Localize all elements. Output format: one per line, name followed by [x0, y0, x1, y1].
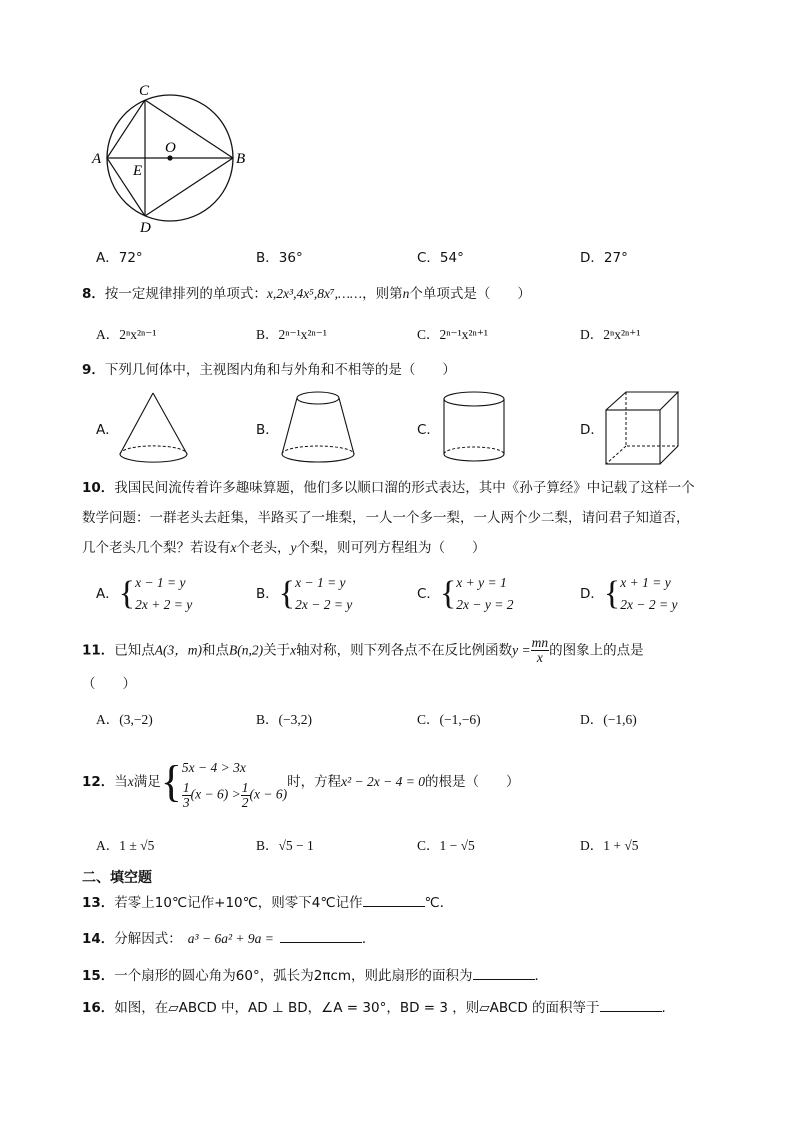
option-text: D．1 + √5	[580, 838, 639, 853]
question-text: 我国民间流传着许多趣味算题，他们多以顺口溜的形式表达，其中《孙子算经》中记载了这样一个	[114, 480, 695, 496]
question-number: 15．	[82, 968, 115, 984]
equation-2: 2x − 2 = y	[295, 597, 353, 612]
segment-bd	[145, 158, 233, 216]
segment-ac	[107, 100, 145, 158]
question-10-line-1	[82, 478, 695, 498]
circle-figure	[88, 78, 268, 238]
label-o: O	[165, 140, 176, 156]
numerator: 1	[241, 779, 249, 795]
option-text: B．	[256, 422, 279, 438]
question-number: 16．	[82, 1000, 115, 1016]
q12-option-d[interactable]	[580, 836, 639, 856]
q11-option-c[interactable]	[417, 710, 481, 730]
cone-icon	[114, 388, 194, 470]
question-text: 几个老头几个梨？若设有	[82, 540, 231, 556]
segment-cb	[145, 100, 233, 158]
inequality-1: 5x − 4 > 3x	[181, 759, 246, 775]
denominator: 2	[241, 794, 249, 810]
question-number: 10．	[82, 480, 115, 496]
equation-1: x − 1 = y	[135, 575, 186, 590]
question-text: 的根是（ ）	[424, 774, 520, 790]
function-y: y =	[512, 642, 531, 658]
option-text: D．	[580, 422, 604, 438]
q10-option-a[interactable]	[96, 572, 192, 616]
question-text: 当	[114, 774, 128, 790]
inequality-end: (x − 6)	[249, 786, 288, 802]
question-text: 时，方程	[287, 774, 342, 790]
inequality-system	[182, 755, 287, 810]
option-text: C．54°	[417, 250, 464, 266]
option-text: D．27°	[580, 250, 628, 266]
question-text: ℃．	[424, 895, 454, 911]
question-number: 12．	[82, 774, 115, 790]
point-a: A(3，m)	[154, 642, 203, 658]
q12-option-c[interactable]	[417, 836, 475, 856]
q7-option-b[interactable]	[256, 248, 303, 268]
question-text: 和点	[202, 642, 230, 659]
question-14	[82, 929, 375, 949]
question-12	[82, 754, 519, 810]
question-text: 个单项式是（ ）	[409, 286, 531, 302]
option-text: A．72°	[96, 250, 143, 266]
question-10-line-3	[82, 538, 486, 558]
question-13	[82, 893, 453, 913]
question-text: 关于	[263, 642, 291, 659]
label-d: D	[140, 220, 151, 236]
inequality-2	[182, 781, 287, 810]
option-text: B．√5 − 1	[256, 838, 314, 853]
option-text: A．	[96, 422, 119, 438]
question-10-line-2	[82, 508, 690, 528]
point-b: B(n,2)	[229, 642, 264, 658]
question-text: 的图象上的点是	[549, 642, 644, 659]
question-text: ．	[361, 931, 376, 947]
q12-option-a[interactable]	[96, 836, 154, 856]
cube-icon	[602, 388, 684, 470]
q10-option-c[interactable]	[417, 572, 513, 616]
answer-blank[interactable]	[280, 930, 362, 943]
q11-option-a[interactable]	[96, 710, 153, 730]
option-label: C．	[417, 586, 440, 602]
equation-2: 2x + 2 = y	[135, 597, 193, 612]
option-text: C．	[417, 422, 440, 438]
math-expression: a³ − 6a² + 9a =	[187, 931, 274, 946]
center-point	[167, 155, 172, 160]
option-label: A．	[96, 586, 119, 602]
brace-icon: {	[603, 575, 621, 612]
equation-2: 2x − y = 2	[456, 597, 514, 612]
math-variable: x	[230, 540, 237, 555]
option-text: C．1 − √5	[417, 838, 475, 853]
label-a: A	[92, 151, 102, 167]
option-text: B．36°	[256, 250, 303, 266]
math-variable: n	[402, 286, 410, 301]
equation-1: x + y = 1	[456, 575, 507, 590]
frustum-icon	[278, 388, 358, 470]
answer-blank[interactable]	[600, 999, 662, 1012]
option-text: A．2ⁿx²ⁿ⁻¹	[96, 327, 157, 342]
question-text: 下列几何体中，主视图内角和与外角和不相等的是（ ）	[104, 362, 456, 378]
label-b: B	[236, 151, 246, 167]
option-label: D．	[580, 586, 604, 602]
cylinder-icon	[440, 388, 510, 470]
question-text: 一个扇形的圆心角为60°，弧长为2πcm，则此扇形的面积为	[114, 968, 473, 984]
question-16	[82, 998, 675, 1018]
label-e: E	[133, 163, 143, 179]
option-text: A．(3,−2)	[96, 712, 153, 727]
equation-2: 2x − 2 = y	[620, 597, 678, 612]
equation-1: x + 1 = y	[620, 575, 671, 590]
brace-icon: {	[439, 575, 457, 612]
question-number: 9．	[82, 362, 105, 378]
question-8	[82, 284, 531, 304]
equation: x² − 2x − 4 = 0	[341, 774, 425, 789]
q8-option-b[interactable]	[256, 325, 327, 345]
question-text: 满足	[133, 774, 161, 790]
answer-blank[interactable]	[363, 894, 425, 907]
q7-option-a[interactable]	[96, 248, 143, 268]
q11-option-d[interactable]	[580, 710, 637, 730]
option-text: C．(−1,−6)	[417, 712, 481, 727]
function-fraction	[531, 636, 550, 665]
question-11-line-2	[82, 674, 136, 694]
q9-option-c[interactable]	[417, 420, 440, 440]
question-text: 分解因式：	[114, 931, 182, 947]
option-text: B．2ⁿ⁻¹x²ⁿ⁻¹	[256, 327, 327, 342]
numerator: 1	[182, 779, 190, 795]
equation-1: x − 1 = y	[295, 575, 346, 590]
section-title: 二、填空题	[82, 870, 152, 886]
q12-option-b[interactable]	[256, 836, 314, 856]
denominator: 3	[182, 794, 190, 810]
q9-option-b[interactable]	[256, 420, 279, 440]
q10-option-b[interactable]	[256, 572, 352, 616]
question-text: ，则第	[362, 286, 403, 302]
question-number: 8．	[82, 286, 105, 302]
brace-icon: {	[160, 757, 182, 806]
q10-option-d[interactable]	[580, 572, 677, 616]
q8-option-a[interactable]	[96, 325, 156, 345]
question-text: 按一定规律排列的单项式：	[104, 286, 267, 302]
question-text: 个老头，	[236, 540, 291, 556]
question-text: 个梨，则可列方程组为（ ）	[296, 540, 486, 556]
math-variable: x	[290, 642, 297, 658]
option-text: C．2ⁿ⁻¹x²ⁿ⁺¹	[417, 327, 488, 342]
question-text: 数学问题：一群老头去赶集，半路买了一堆梨，一人一个多一梨，一人两个少二梨，请问君子知道否，	[82, 510, 690, 526]
question-number: 11．	[82, 642, 115, 659]
q11-option-b[interactable]	[256, 710, 312, 730]
q8-option-d[interactable]	[580, 325, 640, 345]
option-text: D．2ⁿx²ⁿ⁺¹	[580, 327, 641, 342]
option-text: A．1 ± √5	[96, 838, 155, 853]
question-15	[82, 966, 548, 986]
question-text: 轴对称，则下列各点不在反比例函数	[296, 642, 513, 659]
question-text: 如图，在▱ABCD 中，AD ⊥ BD，∠A = 30°，BD = 3 ，则▱ABCD 的面积等于	[114, 1000, 600, 1016]
option-label: B．	[256, 586, 279, 602]
question-11-line-1	[82, 636, 644, 665]
math-sequence: x,2x³,4x⁵,8x⁷,……	[266, 286, 363, 301]
question-number: 14．	[82, 931, 115, 947]
math-variable: y	[290, 540, 297, 555]
q9-option-d[interactable]	[580, 420, 604, 440]
q7-option-d[interactable]	[580, 248, 628, 268]
question-9	[82, 360, 456, 380]
brace-icon: {	[118, 575, 136, 612]
question-text: ．	[534, 968, 549, 984]
q7-option-c[interactable]	[417, 248, 464, 268]
math-variable: x	[127, 774, 134, 789]
q8-option-c[interactable]	[417, 325, 488, 345]
option-text: B．(−3,2)	[256, 712, 312, 727]
option-text: D．(−1,6)	[580, 712, 637, 727]
question-text: ．	[661, 1000, 676, 1016]
question-number: 13．	[82, 895, 115, 911]
answer-blank[interactable]	[473, 967, 535, 980]
label-c: C	[139, 83, 150, 99]
brace-icon: {	[278, 575, 296, 612]
numerator: mn	[531, 635, 549, 650]
question-text: 已知点	[114, 642, 155, 659]
question-text: 若零上10℃记作+10℃，则零下4℃记作	[114, 895, 363, 911]
denominator: x	[536, 650, 543, 665]
question-text: （ ）	[82, 676, 136, 692]
inequality-middle: (x − 6) >	[190, 786, 241, 802]
